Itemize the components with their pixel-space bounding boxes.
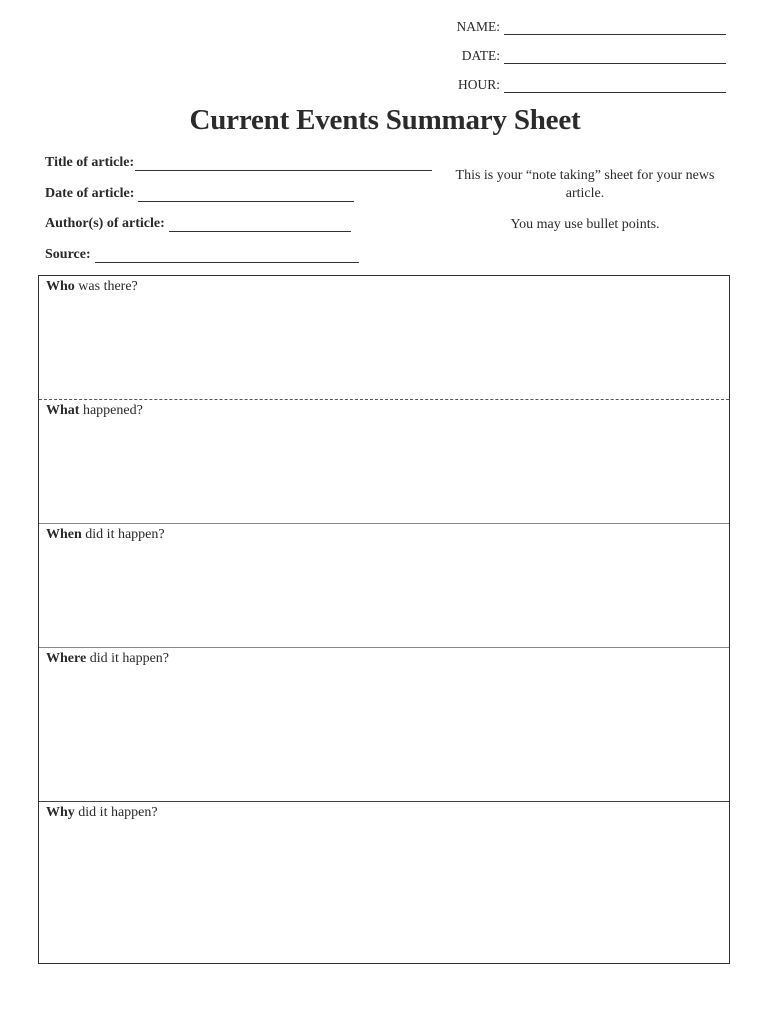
date-label: DATE: xyxy=(461,48,500,63)
article-title-input-line[interactable] xyxy=(135,156,432,171)
what-section[interactable] xyxy=(39,400,729,524)
article-source-field xyxy=(45,245,359,263)
article-author-label: Author(s) of article: xyxy=(45,216,165,231)
article-date-label: Date of article: xyxy=(45,186,135,201)
article-date-input-line[interactable] xyxy=(138,187,354,202)
who-section[interactable] xyxy=(39,276,729,400)
article-title-field xyxy=(45,153,432,171)
hour-field xyxy=(440,75,726,93)
when-prompt: When did it happen? xyxy=(46,527,165,542)
name-input-line[interactable] xyxy=(504,20,726,35)
article-source-label: Source: xyxy=(45,247,91,262)
what-prompt: What happened? xyxy=(46,403,143,418)
who-prompt: Who was there? xyxy=(46,279,138,294)
name-field xyxy=(440,17,726,35)
date-field xyxy=(440,46,726,64)
article-author-input-line[interactable] xyxy=(169,217,351,232)
article-source-input-line[interactable] xyxy=(95,248,359,263)
summary-box xyxy=(38,275,730,964)
why-section[interactable] xyxy=(39,802,729,962)
page-title: Current Events Summary Sheet xyxy=(189,104,581,136)
bullet-points-instruction: You may use bullet points. xyxy=(510,217,660,232)
hour-input-line[interactable] xyxy=(504,78,726,93)
where-prompt: Where did it happen? xyxy=(46,651,169,666)
date-input-line[interactable] xyxy=(504,49,726,64)
note-taking-instruction: This is your “note taking” sheet for your news article. xyxy=(455,168,715,201)
hour-label: HOUR: xyxy=(457,77,500,92)
article-date-field xyxy=(45,184,354,202)
where-section[interactable] xyxy=(39,648,729,802)
article-title-label: Title of article: xyxy=(45,155,135,170)
why-prompt: Why did it happen? xyxy=(46,805,158,820)
name-label: NAME: xyxy=(456,19,500,34)
article-author-field xyxy=(45,214,351,232)
when-section[interactable] xyxy=(39,524,729,648)
